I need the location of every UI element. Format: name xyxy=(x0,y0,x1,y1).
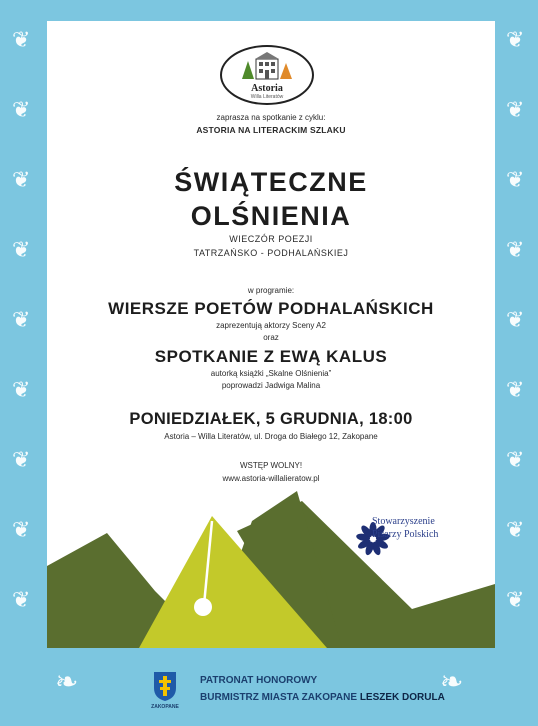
poster-panel xyxy=(47,21,495,648)
program-item-1-title: WIERSZE POETÓW PODHALAŃSKICH xyxy=(108,299,434,318)
title-line-1: ŚWIĄTECZNE xyxy=(174,167,368,197)
logo-name: Astoria xyxy=(251,83,283,94)
ornament-icon: ❦ xyxy=(12,98,31,123)
ornament-icon: ❦ xyxy=(506,378,525,403)
ornament-icon: ❦ xyxy=(506,28,525,53)
ornament-icon: ❦ xyxy=(12,588,31,613)
mountains-illustration xyxy=(47,21,495,648)
ornament-icon: ❧ xyxy=(440,665,464,698)
series-name: ASTORIA NA LITERACKIM SZLAKU xyxy=(196,125,346,135)
ornament-icon: ❦ xyxy=(12,238,31,263)
ornament-icon: ❦ xyxy=(12,168,31,193)
event-date: PONIEDZIAŁEK, 5 GRUDNIA, 18:00 xyxy=(129,410,413,428)
ornament-icon: ❦ xyxy=(12,378,31,403)
partner-name xyxy=(372,515,438,541)
ornament-icon: ❦ xyxy=(506,98,525,123)
event-address: Astoria – Willa Literatów, ul. Droga do Białego 12, Zakopane xyxy=(164,432,378,441)
program-joiner: oraz xyxy=(263,333,279,342)
ornament-icon: ❦ xyxy=(506,168,525,193)
program-item-1-desc: zaprezentują aktorzy Sceny A2 xyxy=(216,321,326,330)
subtitle-line-1: WIECZÓR POEZJI xyxy=(229,234,313,244)
mayor-prefix: BURMISTRZ MIASTA ZAKOPANE xyxy=(200,692,358,703)
ornament-icon: ❦ xyxy=(12,308,31,333)
ornament-icon: ❦ xyxy=(506,588,525,613)
website-link[interactable]: www.astoria-willalieratow.pl xyxy=(222,474,320,483)
ornament-icon: ❦ xyxy=(12,518,31,543)
ornament-icon: ❦ xyxy=(12,28,31,53)
partner-line-1: Stowarzyszenie xyxy=(372,516,435,527)
mayor-line xyxy=(200,692,445,703)
title-line-2: OLŚNIENIA xyxy=(190,201,352,231)
ornament-icon: ❦ xyxy=(506,308,525,333)
patronage-label: PATRONAT HONOROWY xyxy=(200,675,318,686)
subtitle-line-2: TATRZAŃSKO - PODHALAŃSKIEJ xyxy=(193,248,349,258)
crest-label: ZAKOPANE xyxy=(151,704,179,710)
program-item-2-desc-2: poprowadzi Jadwiga Malina xyxy=(221,381,321,390)
mayor-name: LESZEK DORULA xyxy=(359,692,445,703)
ornament-icon: ❦ xyxy=(12,448,31,473)
program-item-2-title: SPOTKANIE Z EWĄ KALUS xyxy=(154,347,388,366)
intro-line: zaprasza na spotkanie z cyklu: xyxy=(216,113,326,122)
logo-subtitle: Willa Literatów xyxy=(250,94,284,100)
ornament-icon: ❧ xyxy=(55,665,79,698)
ornament-icon: ❦ xyxy=(506,238,525,263)
program-intro: w programie: xyxy=(247,286,295,295)
ornament-icon: ❦ xyxy=(506,448,525,473)
free-entry: WSTĘP WOLNY! xyxy=(239,461,303,470)
partner-line-2: Pisarzy Polskich xyxy=(372,529,439,540)
ornament-icon: ❦ xyxy=(506,518,525,543)
program-item-2-desc-1: autorką książki „Skalne Olśnienia” xyxy=(210,369,332,378)
zakopane-crest-icon xyxy=(152,670,178,702)
